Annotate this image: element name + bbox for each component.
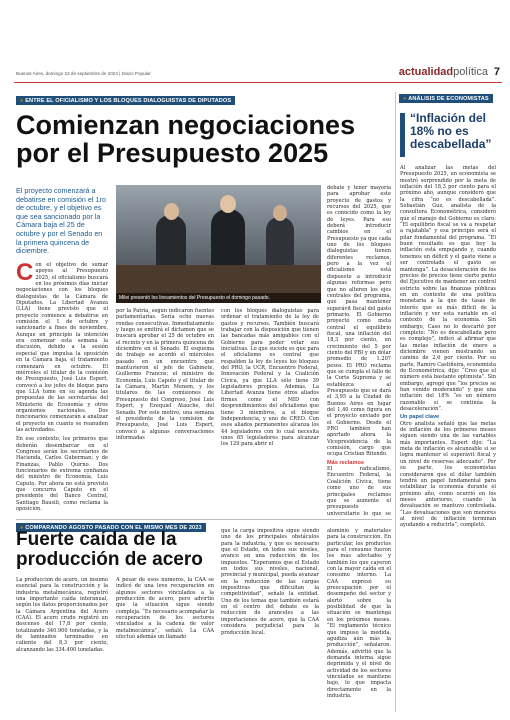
side-accent-bar [400,113,405,157]
main-col-3-text: con los bloques dialoguistas para ordenar el tratamiento de la ley de gastos y recursos. También buscará trabajar con la disposición que tienen las bancadas más amigables con el Gobierno para poder votar sus iniciativas. Lo que sucede es que para el oficialismo es central que respalden la ley de leyes los bloques del PRO, la UCR, Encuentro Federal, Innovación Federal y la Coalición Cívica, ya que LLA sólo tiene 39 legisladores propios. Además, La Libertad Avanza tiene otros aliados firmes como el MID con desprendimientos del oficialismo que tiene 3 miembros, a el bloque Independencia, y uno de CREO. Con esos aliados permanentes alcanza los 44 legisladores con lo cual necesita unos 85 legisladores para alcanzar los 129 para abrir el [221,308,319,448]
column-divider [395,92,396,712]
second-kicker: » COMPARANDO AGOSTO PASADO CON EL MISMO MES DE 2023 [16,523,206,532]
main-col-4b-text: El radicalismo, Encuentro Federal, la Coalición Cívica, tiene como uno de sus principales reclamos que se aumente el presupuesto universitario lo que se [327,466,391,517]
section-label: actualidad [398,66,454,78]
second-col-1-text: La producción de acero, un insumo esencial para la construcción y la industria metalmecánica, registró una importante caída interanual, según los datos proporcionados por la Cámara Argentina del Acero (CAA). El acero crudo registró un descenso del 17,8 por ciento, totalizando 340.900 toneladas, y la de laminados terminados en caliente del 8,3 por ciento, alcanzando las 334.400 toneladas. [16,577,108,653]
section-name [399,66,488,78]
main-headline: Comienzan negociaciones por el Presupuesto 2025 [16,110,356,168]
drop-cap: C [16,262,34,286]
second-col-3-text: que la carga impositiva sigue siendo uno de los principales obstáculos para la industria, y que es necesario que el Estado, en todos sus niveles, avance en una reducción de los impuestos. “Esperamos que el Estado en todos sus niveles, nacional, provincial y municipal, pueda avanzar en la reducción de las cargas impositivas que dificultan la competitividad”, señaló la entidad. Uno de los temas que también estará en el centro del debate es la reducción de aranceles a las importaciones de acero, que la CAA considera perjudicial para la producción local. [221,528,319,636]
section-sublabel: política [453,66,488,78]
main-col-3 [221,308,319,517]
second-col-4 [327,528,391,713]
header-rule [14,82,502,83]
main-col-4 [327,185,391,517]
main-kicker: » ENTRE EL OFICIALISMO Y LOS BLOQUES DIALOGUISTAS DE DIPUTADOS [16,96,235,105]
main-col-1b-text: En ese contexto, los primeros que deberán desembarcar en el Congreso serán los secretarios de Hacienda, Carlos Guberman; y de Finanzas, Pablo Quirno. Dos funcionarios de extrema confianza del ministro de Economía, Luis Caputo. Por ahora no está previsto que concurra Caputo en el presidente del Banco Central, Santiago Bausili, como reclama la oposición. [16,436,108,513]
side-kicker-text: ANÁLISIS DE ECONOMISTAS [408,95,489,102]
story-divider [16,519,392,520]
side-title: “Inflación del 18% no es descabellada” [410,111,492,152]
main-col-2-text: por la Patria, según indicaron fuentes parlamentarias. Sería ocho nuevas rondas consecutivas. Inmediatamente y luego se emitirá el dictamen que se buscará aprobar el 25 de octubre en el recinto y en la primera quincena de diciembre en el Senado. El esquema de trabajo se acordó el miércoles pasado en un encuentro que mantuvieron el jefe de Gabinete, Guillermo Francos; el ministro de Economía, Luis Caputo y el titular de la Cámara, Martín Menem, y los titulares de las comisiones de Presupuesto del Congreso, José Luis Espert, y Ezequiel Atauche, del Senado. Por este motivo, una semana el presidente de la comisión de Presupuesto, José Luis Espert, convocó a algunas conversaciones informadas [116,308,214,441]
second-kicker-text: COMPARANDO AGOSTO PASADO CON EL MISMO MES DE 2023 [25,524,202,531]
second-col-3 [221,528,319,713]
page-number: 7 [493,66,500,78]
side-subhead: Un papel clave [400,414,440,421]
second-col-4-text: aluminio y materiales para la construcción. En particular, los productos para el consumo fueron los más afectados y también los que cayeron con la mayor caída en el consumo interno. La CAA expresó su preocupación por el desempeño del sector y alertó sobre la posibilidad de que la situación se mantenga en los próximos meses. “El reglamento técnico que impuso la medida, agudiza aún más la producción”, señalaron. Además, advirtió que la demanda interna sigue deprimida y el nivel de actividad de los sectores vinculados se mantiene bajo, lo que impacta directamente en la industria. [327,528,391,699]
side-column-text [400,165,496,713]
second-headline: Fuerte caída de la producción de acero [16,529,203,570]
main-kicker-text: ENTRE EL OFICIALISMO Y LOS BLOQUES DIALOGUISTAS DE DIPUTADOS [25,97,232,104]
side-kicker: » ANÁLISIS DE ECONOMISTAS [399,94,493,103]
main-col-4-text: debate y tener mayoría para aprobar este proyecto de gastos y recursos del 2025, que es conocido como la ley de leyes. Para eso deberá introducir cambios en el Presupuesto ya que cada uno de los bloques dialoguistas tienen diferentes reclamos, pero a la vez el oficialismo está dispuesto a introducir algunas reformas pero que no alteren los ejes centrales del programa, que pasa mantener superávit fiscal del gasto primario. El Gobierno proyectó como meta central el equilibrio fiscal, una inflación del 18,3 por ciento, un crecimiento del 5 por ciento del PBI y un dólar promedio de 1.207 pesos. El PRO reclama que se cumpla el fallo de la Corte Suprema y se establezca al Presupuesto que se dará el 3,95 a la Ciudad de Buenos Aires en lugar del 1,40 como figura en el proyecto enviado por el Gobierno. Desde el PRO también han aportado ahora la Vicepresidencia de la comisión, cargo que ocupa Cristian Ritondo. [327,185,391,458]
side-text: Al analizar las metas del Presupuesto 2025, un economista se mostró sorprendido por la meta de inflación del 18,3 por ciento para el próximo año, aunque consideró que la cifra “no es descabellada”. Sebastián Guz, analista de la consultora Econométrica, consideró que el manejo del Gobierno es claro: “El equilibrio fiscal se va a respetar a rajatabla” y esa principio será el pilar fundamental del programa. “El buen resultado es que hoy la inflación está empujando y, cuando tenemos un déficit y el gasto viene a ser controlado el gasto se mantenga”. La desaceleración de los precios de precios tiene cierto punto del Ejecutivo de mantener un control estricto sobre las finanzas públicas en un contexto de una política monetaria a la que de tasas de interés que es más difícil de la inflación y ver esta variable en el contexto de la economía. Sin embargo, Caso no lo descartó por completo: “No es descabellada pero es complejo”, indicó al afirmar que las metas inflación de enero a diciembre vienen mostrando un camino de 2,6 por ciento. Por su parte, Ramiro Castiñeira, economista de Econométrica, dijo: “Creo que el número está bastante optimista”. Sin embargo, agregó que “los precios se han venido moderando” y que una inflación del 18% “es un número razonable si se continúa la desaceleración”. [400,165,496,413]
main-col-2 [116,308,214,517]
photo-caption: Milei presentó los lineamientos del Presupuesto el domingo pasado. [116,293,321,303]
dateline: Buenos Aires, domingo 22 de septiembre de 2024 | Diario Popular [16,71,151,76]
main-blurb: El proyecto comenzará a debatirse en comisión el 1ro de octubre, y el objetivo es que sea sancionado por la Cámara baja el 25 de octubre y por el Senado en la primera quincena de diciembre. [16,186,106,256]
main-col-1 [16,262,108,517]
second-col-2 [116,577,214,713]
main-photo [116,185,321,303]
main-subhead: Más reclamos [327,459,365,466]
second-col-1 [16,577,108,713]
main-col-1-text: on el objetivo de sumar apoyos al Presupuesto 2025, el oficialismo buscará en los próximos días iniciar negociaciones con los bloques dialoguistas de la Cámara de Diputados. La Libertad Avanza (LLA) tiene previsto que el proyecto comience a debatirse en comisión el 1 de octubre y sancionarlo a fines de noviembre. Aunque en principio la intención era comenzar esta semana la discusión, debido a la sesión especial que impulsa la oposición en la Cámara baja, el tratamiento comenzará en octubre. El miércoles el titular de la comisión de Presupuesto, José Luis Espert, convocó a los jefes de bloque para que LLA tome en su agenda las propuestas de las secretarías del Ministerio de Economía y otros organismos nacionales. Dos funcionarios comenzarán a analizar el proyecto en cuanto se reanuden las actividades. [16,262,108,433]
second-col-2-text: A pesar de esos números, la CAA se indicó de una leve recuperación en algunos sectores vinculados a la producción de acero, pero advirtió que la situación sigue siendo compleja. “Es necesario acompañar la recuperación de los sectores vinculados a la cadena de valor metalmecánica”, señaló. La CAA efectuó además un llamado [116,577,214,641]
side-text-b: Otro analista señaló que las metas de inflación de los primeros meses siguen siendo una de las variables más importantes. Espert dijo: “La meta de inflación es alcanzable si se logra mantener el superávit fiscal y un nivel de reservas adecuado”. Por su parte, los economistas consideraron que el dólar también tendrá un papel fundamental para estabilizar la economía durante el próximo año, como ocurrió en los meses anteriores, cuando la devaluación se mantuvo controlada. “Las devaluaciones que son menores al nivel de inflación terminan ayudando a reducirla”, completó. [400,420,496,529]
